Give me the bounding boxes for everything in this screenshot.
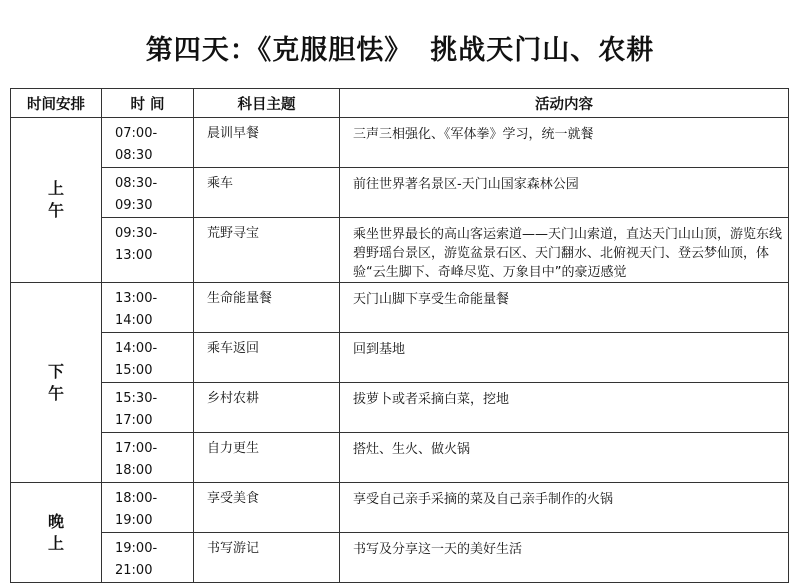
period-morning: 上 午	[11, 118, 102, 283]
content-cell: 享受自己亲手采摘的菜及自己亲手制作的火锅	[340, 483, 789, 533]
header-row	[11, 89, 789, 118]
schedule-table	[10, 88, 789, 583]
header-subject: 科目主题	[194, 89, 340, 118]
subject-cell: 晨训早餐	[194, 118, 340, 168]
header-content: 活动内容	[340, 89, 789, 118]
time-cell: 18:00-19:00	[102, 483, 194, 533]
content-cell: 回到基地	[340, 333, 789, 383]
page-title	[0, 28, 800, 67]
title-day: 第四天：	[145, 35, 258, 66]
table-row	[11, 218, 789, 283]
table-row	[11, 433, 789, 483]
time-cell: 14:00-15:00	[102, 333, 194, 383]
time-cell: 17:00-18:00	[102, 433, 194, 483]
subject-cell: 乘车返回	[194, 333, 340, 383]
content-cell: 搭灶、生火、做火锅	[340, 433, 789, 483]
table-row	[11, 118, 789, 168]
subject-cell: 书写游记	[194, 533, 340, 583]
title-subtitle: 挑战天门山、农耕	[430, 35, 655, 66]
content-cell: 前往世界著名景区-天门山国家森林公园	[340, 168, 789, 218]
time-cell: 07:00-08:30	[102, 118, 194, 168]
period-afternoon: 下 午	[11, 283, 102, 483]
header-time: 时 间	[102, 89, 194, 118]
content-cell: 天门山脚下享受生命能量餐	[340, 283, 789, 333]
content-cell: 三声三相强化、《军体拳》学习，统一就餐	[340, 118, 789, 168]
time-cell: 15:30-17:00	[102, 383, 194, 433]
subject-cell: 乡村农耕	[194, 383, 340, 433]
time-cell: 08:30-09:30	[102, 168, 194, 218]
subject-cell: 乘车	[194, 168, 340, 218]
subject-cell: 生命能量餐	[194, 283, 340, 333]
time-cell: 09:30-13:00	[102, 218, 194, 283]
content-cell: 拔萝卜或者采摘白菜，挖地	[340, 383, 789, 433]
table-row	[11, 333, 789, 383]
header-period: 时间安排	[11, 89, 102, 118]
table-row	[11, 283, 789, 333]
time-cell: 13:00-14:00	[102, 283, 194, 333]
content-cell: 乘坐世界最长的高山客运索道——天门山索道，直达天门山山顶，游览东线碧野瑶台景区，游览盆景石区、天门翻水、北俯视天门、登云梦仙顶，体验“云生脚下、奇峰尽览、万象目中”的豪迈感觉	[340, 218, 789, 283]
subject-cell: 自力更生	[194, 433, 340, 483]
time-cell: 19:00-21:00	[102, 533, 194, 583]
table-row	[11, 533, 789, 583]
subject-cell: 享受美食	[194, 483, 340, 533]
title-theme: 《克服胆怯》	[257, 35, 413, 66]
table-row	[11, 383, 789, 433]
subject-cell: 荒野寻宝	[194, 218, 340, 283]
table-row	[11, 168, 789, 218]
content-cell: 书写及分享这一天的美好生活	[340, 533, 789, 583]
table-row	[11, 483, 789, 533]
period-evening: 晚 上	[11, 483, 102, 583]
